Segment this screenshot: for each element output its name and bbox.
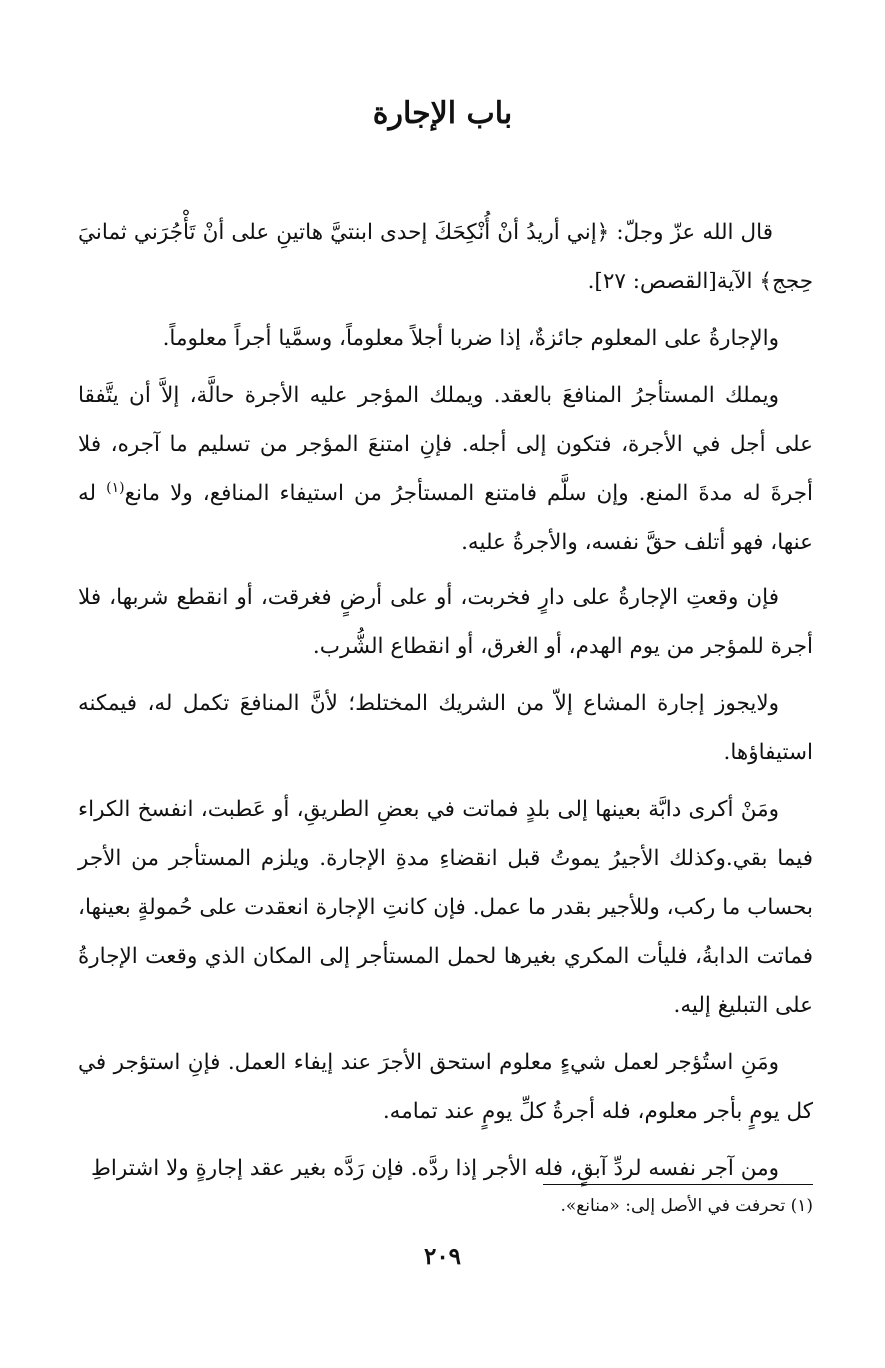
chapter-title: باب الإجارة bbox=[372, 96, 513, 131]
paragraph-runaway-slave: ومن آجر نفسه لردِّ آبقٍ، فله الأجر إذا ردَّه. فإن رَدَّه بغير عقد إجارةٍ ولا اشتراطِ bbox=[90, 1156, 779, 1181]
paragraph-ruined-house: فإن وقعتِ الإجارةُ على دارٍ فخربت، أو على أرضٍ فغرقت، أو انقطع شربها، فلا أجرة للمؤجر من يوم الهدم، أو الغرق، أو انقطاع الشُّرب. bbox=[78, 585, 813, 659]
paragraph-ownership-continuation: له عنها، فهو أتلف حقَّ نفسه، والأجرةُ عليه. bbox=[78, 481, 813, 555]
main-text bbox=[78, 208, 813, 1201]
paragraph-shared-property: ولايجوز إجارة المشاع إلاّ من الشريك المختلط؛ لأنَّ المنافعَ تكمل له، فيمكنه استيفاؤها. bbox=[78, 691, 813, 765]
footnote-divider bbox=[543, 1184, 813, 1185]
paragraph-ownership-text: ويملك المستأجرُ المنافعَ بالعقد. ويملك المؤجر عليه الأجرة حالَّة، إلاَّ أن يتَّفقا على أجل في الأجرة، فتكون إلى أجله. فإنِ امتنعَ المؤجر من تسليم ما آجره، فلا أجرةَ له مدةَ المنع. وإن سلَّم فامتنع المستأجرُ من استيفاء المنافع، ولا مانع bbox=[78, 383, 813, 506]
paragraph-quran-verse: قال الله عزّ وجلّ: ﴿إني أريدُ أنْ أُنْكِحَكَ إحدى ابنتيَّ هاتينِ على أنْ تَأْجُرَني ثمانيَ حِجج﴾ الآية[القصص: ٢٧]. bbox=[78, 220, 813, 294]
paragraph-ownership bbox=[78, 371, 813, 567]
paragraph-hired-work: ومَنِ استُؤجر لعمل شيءٍ معلوم استحق الأجرَ عند إيفاء العمل. فإنِ استؤجر في كل يومٍ بأجر معلوم، فله أجرةُ كلِّ يومٍ عند تمامه. bbox=[78, 1050, 813, 1124]
paragraph-permissibility: والإجارةُ على المعلوم جائزةٌ، إذا ضربا أجلاً معلوماً، وسمَّيا أجراً معلوماً. bbox=[162, 326, 779, 351]
paragraph-hired-animal: ومَنْ أكرى دابَّة بعينها إلى بلدٍ فماتت في بعضِ الطريقِ، أو عَطبت، انفسخ الكراء فيما بقي.وكذلك الأجيرُ يموتُ قبل انقضاءِ مدةِ الإجارة. ويلزم المستأجر من الأجر بحساب ما ركب، وللأجير بقدر ما عمل. فإن كانتِ الإجارة انعقدت على حُمولةٍ بعينها، فماتت الدابةُ، فليأت المكري بغيرها لحمل المستأجر إلى المكان الذي وقعت الإجارةُ على التبليغ إليه. bbox=[78, 797, 813, 1018]
footnote-reference: (١) bbox=[106, 479, 125, 496]
footnote: (١) تحرفت في الأصل إلى: «منانع». bbox=[560, 1196, 813, 1216]
page-number: ٢٠٩ bbox=[423, 1243, 462, 1270]
